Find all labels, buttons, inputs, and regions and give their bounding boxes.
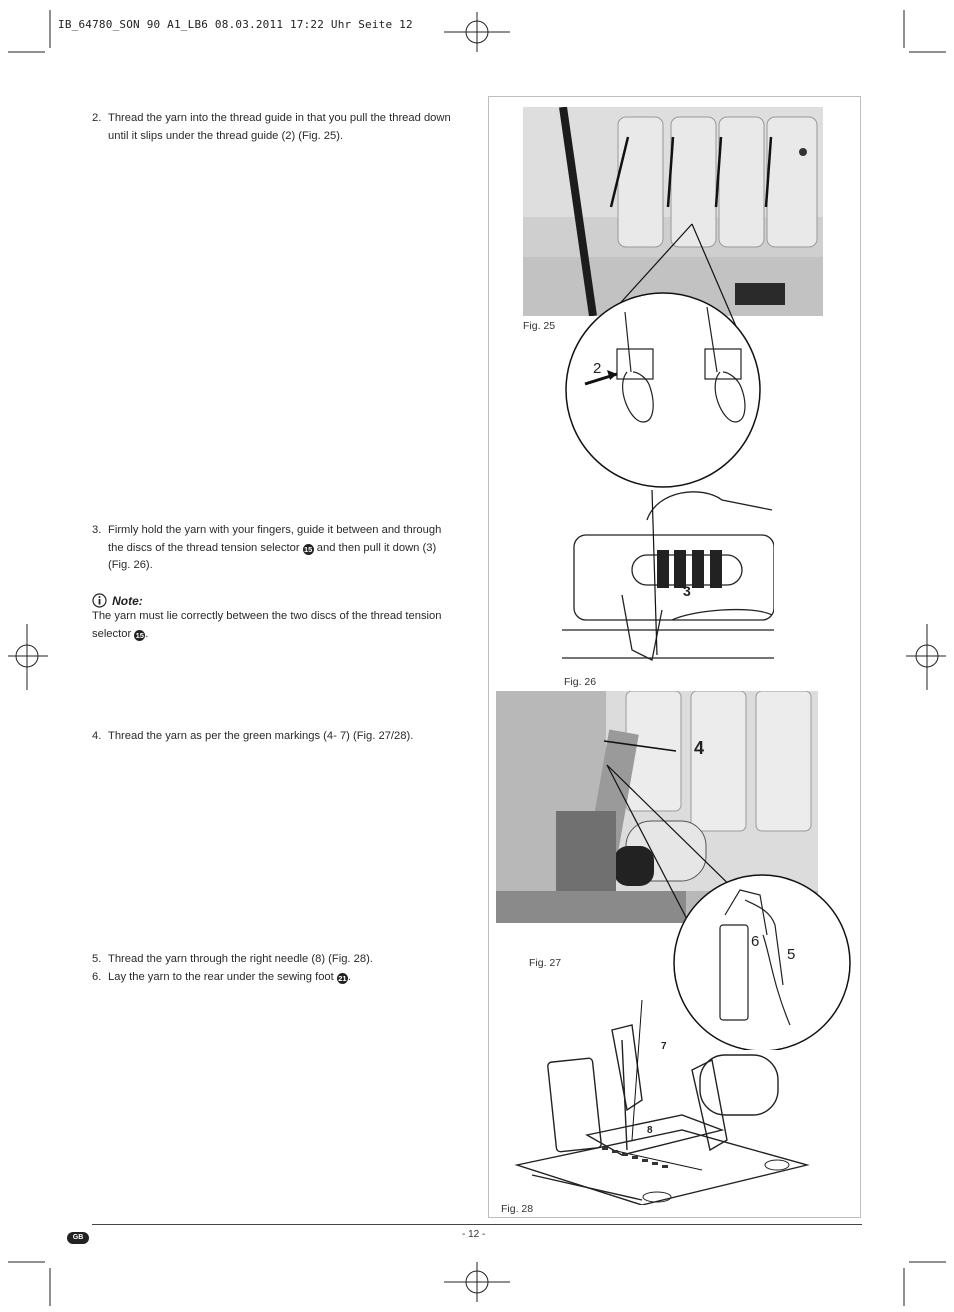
step-text: Thread the yarn through the right needle (8) (Fig. 28).: [108, 953, 373, 965]
step-text: Lay the yarn to the rear under the sewing foot 21.: [108, 971, 351, 983]
step-text: Firmly hold the yarn with your fingers, guide it between and through the discs of the thread tension selector 15 and then pull it down (3) (Fig. 26).: [108, 524, 442, 571]
fig26-label: 3: [683, 583, 691, 599]
fig28-label-8: 8: [647, 1125, 653, 1136]
fig25-detail-magnifier: [555, 222, 770, 490]
step-5: [92, 951, 462, 969]
fig25-label: 2: [593, 360, 602, 377]
footer-rule: [92, 1224, 862, 1225]
fig27-caption: Fig. 27: [529, 957, 562, 969]
fig25-caption: Fig. 25: [523, 320, 556, 332]
step-3: [92, 522, 457, 575]
step-4: [92, 728, 462, 746]
fig26-caption: Fig. 26: [564, 676, 597, 688]
ref-number-badge: 15: [135, 630, 144, 640]
step-number: 3.: [92, 524, 102, 536]
ref-number-badge: 15: [303, 544, 313, 554]
print-header: IB_64780_SON 90 A1_LB6 08.03.2011 17:22 Uhr Seite 12: [58, 18, 413, 31]
step-number: 2.: [92, 112, 102, 124]
step-text: Thread the yarn as per the green markings (4- 7) (Fig. 27/28).: [108, 730, 414, 742]
info-icon: [92, 593, 107, 608]
ref-number-badge: 21: [338, 974, 347, 983]
note-title: Note:: [112, 594, 143, 608]
fig28-caption: Fig. 28: [501, 1203, 534, 1215]
step-number: 5.: [92, 953, 102, 965]
fig26-drawing: [562, 480, 774, 670]
step-2: [92, 110, 462, 145]
step-6: [92, 969, 462, 987]
step-number: 6.: [92, 971, 102, 983]
fig27-label-4: 4: [694, 738, 705, 758]
fig28-label-7: 7: [661, 1041, 667, 1052]
step-text: Thread the yarn into the thread guide in that you pull the thread down until it slips under the thread guide (2) (Fig. 25).: [108, 112, 451, 142]
note-heading: [92, 590, 143, 609]
step-number: 4.: [92, 730, 102, 742]
language-badge: GB: [67, 1232, 89, 1244]
fig28-drawing: [512, 1000, 812, 1205]
page-number: - 12 -: [462, 1229, 486, 1240]
fig27-label-6: 6: [751, 933, 760, 950]
note-text: The yarn must lie correctly between the two discs of the thread tension selector 15.: [92, 610, 442, 640]
fig27-label-5: 5: [787, 946, 796, 963]
